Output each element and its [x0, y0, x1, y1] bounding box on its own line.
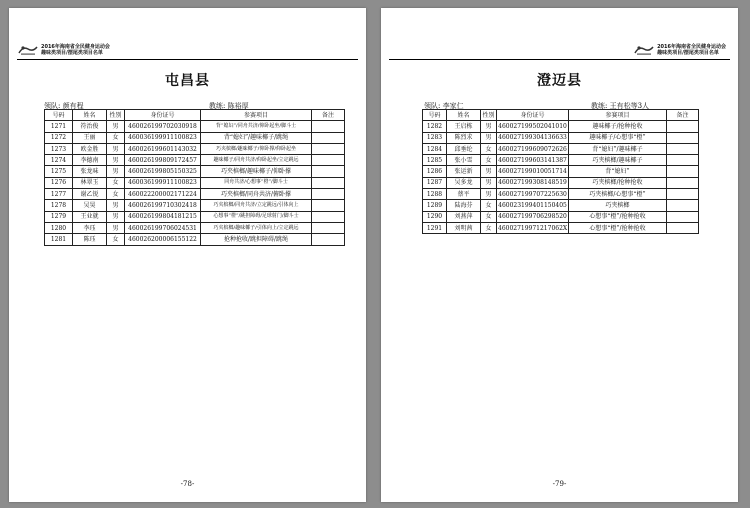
- cell-events: 抢种抢收/跳担障碍/跳绳: [201, 234, 312, 245]
- cell-remarks: [312, 234, 345, 245]
- cell-remarks: [312, 222, 345, 233]
- cell-id: 460036199911100823: [125, 177, 201, 188]
- athlete-table: [422, 109, 699, 234]
- cell-remarks: [312, 189, 345, 200]
- table-row: [45, 143, 345, 154]
- cell-events: 趣味椰子/同舟共济/仰卧起坐/立定跳远: [201, 155, 312, 166]
- cell-sex: 女: [107, 234, 125, 245]
- cell-id: 460026199601143032: [125, 143, 201, 154]
- table-row: [423, 132, 699, 143]
- page-right: [381, 8, 738, 502]
- table-row: [45, 189, 345, 200]
- cell-number: 1275: [45, 166, 73, 177]
- cell-remarks: [312, 166, 345, 177]
- cell-sex: 男: [107, 155, 125, 166]
- col-events: 参赛项目: [569, 110, 667, 121]
- table-row: [423, 177, 699, 188]
- cell-name: 李珏: [73, 222, 107, 233]
- cell-sex: 男: [107, 211, 125, 222]
- games-logo-icon: [633, 44, 655, 56]
- header-subtitle: 趣味类项目/摆尾类项目名单: [41, 50, 103, 56]
- cell-remarks: [312, 211, 345, 222]
- cell-id: 460027199502041010: [497, 121, 569, 132]
- cell-sex: 男: [107, 121, 125, 132]
- athlete-table: [44, 109, 345, 246]
- cell-id: 460026199804181215: [125, 211, 201, 222]
- cell-sex: 男: [481, 177, 497, 188]
- cell-remarks: [312, 177, 345, 188]
- cell-remarks: [667, 177, 699, 188]
- cell-number: 1273: [45, 143, 73, 154]
- coach-label: 教练:: [591, 102, 608, 110]
- cell-remarks: [312, 143, 345, 154]
- cell-events: 心想事“橙”/抢种抢收: [569, 211, 667, 222]
- cell-name: 吴昊: [73, 200, 107, 211]
- cell-sex: 女: [481, 200, 497, 211]
- cell-events: 巧夹槟榔/趣味椰子/引体向上/立定跳远: [201, 222, 312, 233]
- cell-id: 460026199805150325: [125, 166, 201, 177]
- cell-number: 1277: [45, 189, 73, 200]
- table-header-row: [423, 110, 699, 121]
- cell-remarks: [312, 155, 345, 166]
- cell-number: 1281: [45, 234, 73, 245]
- table-row: [45, 166, 345, 177]
- cell-number: 1271: [45, 121, 73, 132]
- table-row: [423, 200, 699, 211]
- col-id: 身份证号: [125, 110, 201, 121]
- cell-number: 1291: [423, 222, 447, 233]
- cell-events: 巧夹槟榔/趣味椰子/仰卧撑/仰卧起坐: [201, 143, 312, 154]
- table-row: [423, 166, 699, 177]
- col-number: 号码: [423, 110, 447, 121]
- cell-name: 李德南: [73, 155, 107, 166]
- cell-id: 460027199609072626: [497, 143, 569, 154]
- cell-sex: 男: [107, 200, 125, 211]
- table-row: [45, 234, 345, 245]
- cell-remarks: [667, 143, 699, 154]
- cell-number: 1282: [423, 121, 447, 132]
- cell-name: 邱垂纶: [447, 143, 481, 154]
- cell-name: 张运新: [447, 166, 481, 177]
- cell-sex: 女: [107, 177, 125, 188]
- col-id: 身份证号: [497, 110, 569, 121]
- cell-id: 460036199911100823: [125, 132, 201, 143]
- cell-events: 巧夹槟榔/趣味椰子: [569, 155, 667, 166]
- table-row: [423, 222, 699, 233]
- table-row: [423, 121, 699, 132]
- cell-remarks: [667, 155, 699, 166]
- cell-remarks: [312, 200, 345, 211]
- leader-label: 领队:: [424, 102, 441, 110]
- cell-events: 巧夹槟榔/同舟共济/立定跳远/引体向上: [201, 200, 312, 211]
- cell-number: 1272: [45, 132, 73, 143]
- page-header: [606, 44, 726, 63]
- cell-number: 1274: [45, 155, 73, 166]
- cell-events: 同舟共济/心想事“橙”/脚斗士: [201, 177, 312, 188]
- cell-name: 吴多龙: [447, 177, 481, 188]
- header-rule: [389, 59, 730, 60]
- county-title: 屯昌县: [165, 73, 210, 89]
- cell-id: 460027199308148519: [497, 177, 569, 188]
- cell-id: 460026200006155122: [125, 234, 201, 245]
- cell-number: 1287: [423, 177, 447, 188]
- cell-remarks: [312, 132, 345, 143]
- col-name: 姓名: [73, 110, 107, 121]
- leader-name: 李家仁: [442, 102, 464, 110]
- cell-name: 谢乙锐: [73, 189, 107, 200]
- games-logo-icon: [17, 44, 39, 56]
- table-row: [45, 155, 345, 166]
- cell-name: 刘燕萍: [447, 211, 481, 222]
- table-header-row: [45, 110, 345, 121]
- page-header: [17, 44, 137, 63]
- cell-id: 460022200002171224: [125, 189, 201, 200]
- cell-sex: 男: [481, 132, 497, 143]
- coach-name: 陈裕厚: [227, 102, 249, 110]
- table-row: [45, 200, 345, 211]
- cell-events: 巧夹槟榔: [569, 200, 667, 211]
- col-name: 姓名: [447, 110, 481, 121]
- cell-sex: 女: [481, 222, 497, 233]
- cell-id: 460023199401150405: [497, 200, 569, 211]
- cell-events: 趣味椰子/心想事“橙”: [569, 132, 667, 143]
- cell-number: 1280: [45, 222, 73, 233]
- cell-name: 张小雪: [447, 155, 481, 166]
- leader-label: 领队:: [44, 102, 61, 110]
- cell-id: 460026199706024531: [125, 222, 201, 233]
- cell-name: 王业就: [73, 211, 107, 222]
- cell-number: 1289: [423, 200, 447, 211]
- cell-remarks: [667, 200, 699, 211]
- cell-sex: 男: [481, 166, 497, 177]
- header-title: 2016年海南省全民健身运动会: [657, 44, 726, 50]
- col-remarks: 备注: [312, 110, 345, 121]
- col-sex: 性别: [107, 110, 125, 121]
- cell-number: 1290: [423, 211, 447, 222]
- page-left: [9, 8, 366, 502]
- col-sex: 性别: [481, 110, 497, 121]
- cell-name: 陆海芬: [447, 200, 481, 211]
- table-row: [423, 143, 699, 154]
- cell-remarks: [667, 222, 699, 233]
- cell-sex: 女: [481, 155, 497, 166]
- cell-name: 张龙味: [73, 166, 107, 177]
- cell-id: 460027199304136633: [497, 132, 569, 143]
- cell-remarks: [667, 121, 699, 132]
- cell-events: 背“媳妇”/趣味椰子/跳绳: [201, 132, 312, 143]
- cell-id: 460027199706298520: [497, 211, 569, 222]
- cell-sex: 女: [481, 211, 497, 222]
- cell-number: 1284: [423, 143, 447, 154]
- cell-sex: 女: [107, 189, 125, 200]
- cell-remarks: [667, 211, 699, 222]
- cell-name: 王丽: [73, 132, 107, 143]
- leader-name: 颜有程: [62, 102, 84, 110]
- header-rule: [17, 59, 358, 60]
- cell-events: 背“媳妇”/同舟共济/仰卧起坐/脚斗士: [201, 121, 312, 132]
- cell-number: 1283: [423, 132, 447, 143]
- table-row: [423, 189, 699, 200]
- cell-remarks: [667, 189, 699, 200]
- cell-events: 巧夹槟榔/心想事“橙”: [569, 189, 667, 200]
- cell-events: 趣味椰子/抢种抢收: [569, 121, 667, 132]
- cell-events: 巧夹槟榔/趣味椰子/仰卧撑: [201, 166, 312, 177]
- cell-events: 心想事“橙”/跳担障碍/足球射门/脚斗士: [201, 211, 312, 222]
- cell-events: 巧夹槟榔/抢种抢收: [569, 177, 667, 188]
- cell-id: 460027199707225630: [497, 189, 569, 200]
- table-row: [45, 132, 345, 143]
- cell-name: 林翠玉: [73, 177, 107, 188]
- cell-sex: 男: [481, 121, 497, 132]
- cell-id: 460027199603141387: [497, 155, 569, 166]
- county-title: 澄迈县: [537, 73, 582, 89]
- table-row: [45, 177, 345, 188]
- cell-name: 欧金胜: [73, 143, 107, 154]
- cell-id: 46002719971217062X: [497, 222, 569, 233]
- cell-sex: 男: [107, 143, 125, 154]
- cell-id: 460027199010051714: [497, 166, 569, 177]
- page-number: -79-: [552, 480, 567, 488]
- table-row: [423, 155, 699, 166]
- cell-remarks: [667, 132, 699, 143]
- cell-name: 王启栋: [447, 121, 481, 132]
- cell-remarks: [312, 121, 345, 132]
- cell-id: 460026199710302418: [125, 200, 201, 211]
- cell-id: 460026199702030918: [125, 121, 201, 132]
- page-number: -78-: [180, 480, 195, 488]
- coach-label: 教练:: [209, 102, 226, 110]
- cell-events: 心想事“橙”/抢种抢收: [569, 222, 667, 233]
- cell-events: 背“媳妇”/趣味椰子: [569, 143, 667, 154]
- cell-number: 1288: [423, 189, 447, 200]
- cell-number: 1278: [45, 200, 73, 211]
- cell-number: 1279: [45, 211, 73, 222]
- cell-events: 背“媳妇”: [569, 166, 667, 177]
- cell-name: 符治俊: [73, 121, 107, 132]
- header-subtitle: 趣味类项目/摆尾类项目名单: [657, 50, 719, 56]
- cell-sex: 男: [107, 166, 125, 177]
- cell-number: 1276: [45, 177, 73, 188]
- col-events: 参赛项目: [201, 110, 312, 121]
- cell-number: 1285: [423, 155, 447, 166]
- cell-sex: 女: [481, 143, 497, 154]
- cell-name: 蔡平: [447, 189, 481, 200]
- cell-sex: 男: [107, 222, 125, 233]
- cell-remarks: [667, 166, 699, 177]
- table-row: [423, 211, 699, 222]
- coach-name: 王有松等3人: [609, 102, 650, 110]
- cell-sex: 女: [107, 132, 125, 143]
- cell-id: 460026199809172457: [125, 155, 201, 166]
- col-remarks: 备注: [667, 110, 699, 121]
- cell-name: 刘明茜: [447, 222, 481, 233]
- header-title: 2016年海南省全民健身运动会: [41, 44, 110, 50]
- table-row: [45, 211, 345, 222]
- cell-name: 陈珏: [73, 234, 107, 245]
- cell-events: 巧夹槟榔/同舟共济/俯卧撑: [201, 189, 312, 200]
- cell-name: 陈烈求: [447, 132, 481, 143]
- col-number: 号码: [45, 110, 73, 121]
- table-row: [45, 222, 345, 233]
- cell-number: 1286: [423, 166, 447, 177]
- cell-sex: 男: [481, 189, 497, 200]
- table-row: [45, 121, 345, 132]
